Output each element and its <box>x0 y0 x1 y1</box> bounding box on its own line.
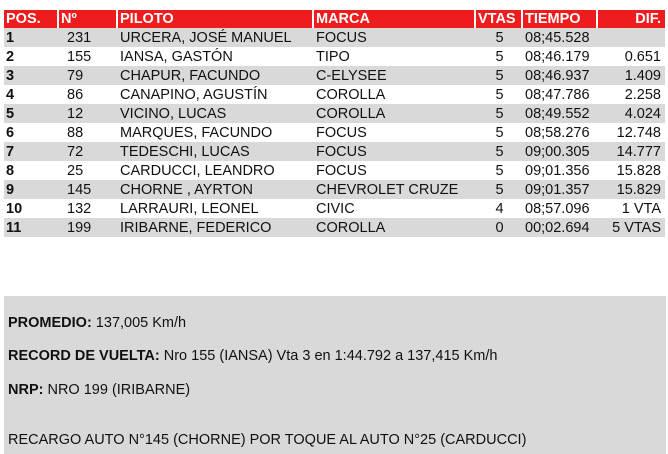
header-tiempo: TIEMPO <box>523 10 598 28</box>
cell-vtas: 5 <box>476 28 523 47</box>
cell-tiempo: 08;46.937 <box>523 66 598 85</box>
cell-piloto: VICINO, LUCAS <box>118 104 314 123</box>
cell-dif: 15.828 <box>616 162 661 179</box>
cell-pos: 5 <box>4 104 59 123</box>
cell-pos: 4 <box>6 86 15 103</box>
table-row <box>4 218 665 237</box>
cell-vtas: 4 <box>495 200 504 217</box>
table-row <box>4 142 665 161</box>
cell-dif: 5 VTAS <box>598 218 665 237</box>
cell-pos: 1 <box>4 28 59 47</box>
cell-num: 86 <box>67 86 84 103</box>
cell-vtas: 5 <box>476 142 523 161</box>
cell-marca: FOCUS <box>316 124 367 141</box>
promedio-line <box>8 315 186 331</box>
table-row <box>4 180 665 199</box>
cell-tiempo: 08;49.552 <box>523 104 598 123</box>
cell-dif <box>598 28 665 47</box>
cell-tiempo: 08;47.786 <box>525 86 590 103</box>
cell-num: 12 <box>59 104 118 123</box>
table-row <box>4 47 665 66</box>
cell-pos: 6 <box>6 124 15 141</box>
header-pos: POS. <box>4 10 59 28</box>
cell-piloto: LARRAURI, LEONEL <box>120 200 259 217</box>
record-line <box>8 348 497 364</box>
cell-vtas: 5 <box>495 124 504 141</box>
cell-marca: C-ELYSEE <box>314 66 476 85</box>
header-vtas: VTAS <box>476 10 523 28</box>
cell-vtas: 5 <box>476 66 523 85</box>
cell-tiempo: 08;46.179 <box>525 48 590 65</box>
cell-dif: 12.748 <box>616 124 661 141</box>
nrp-line <box>8 382 190 398</box>
cell-dif: 1 VTA <box>621 200 661 217</box>
table-row <box>4 66 665 85</box>
cell-num: 199 <box>59 218 118 237</box>
record-value: Nro 155 (IANSA) Vta 3 en 1:44.792 a 137,415 Km/h <box>159 348 498 364</box>
cell-marca: FOCUS <box>316 162 367 179</box>
cell-piloto: CARDUCCI, LEANDRO <box>120 162 275 179</box>
cell-num: 72 <box>59 142 118 161</box>
cell-dif: 0.651 <box>624 48 661 65</box>
cell-pos: 8 <box>6 162 15 179</box>
cell-tiempo: 09;00.305 <box>523 142 598 161</box>
table-row <box>4 199 665 218</box>
promedio-label: PROMEDIO: <box>8 315 92 331</box>
cell-dif: 1.409 <box>598 66 665 85</box>
cell-num: 132 <box>67 200 92 217</box>
cell-marca: CIVIC <box>316 200 355 217</box>
cell-vtas: 5 <box>495 162 504 179</box>
cell-piloto: CANAPINO, AGUSTÍN <box>120 86 268 103</box>
cell-piloto: CHORNE , AYRTON <box>118 180 314 199</box>
table-row <box>4 28 665 47</box>
table-row <box>4 123 665 142</box>
header-piloto: PILOTO <box>118 10 314 28</box>
cell-marca: FOCUS <box>314 28 476 47</box>
cell-pos: 7 <box>4 142 59 161</box>
recargo-line: RECARGO AUTO N°145 (CHORNE) POR TOQUE AL AUTO N°25 (CARDUCCI) <box>8 432 527 448</box>
cell-num: 155 <box>67 48 92 65</box>
cell-dif: 4.024 <box>598 104 665 123</box>
cell-marca: TIPO <box>316 48 350 65</box>
table-row <box>4 85 665 104</box>
race-notes <box>4 296 666 454</box>
cell-vtas: 5 <box>495 86 504 103</box>
cell-piloto: IANSA, GASTÓN <box>120 48 233 65</box>
cell-tiempo: 00;02.694 <box>523 218 598 237</box>
header-num: Nº <box>59 10 118 28</box>
table-row <box>4 104 665 123</box>
record-label: RECORD DE VUELTA: <box>8 348 160 364</box>
results-table <box>4 10 665 237</box>
cell-marca: COROLLA <box>314 218 476 237</box>
cell-marca: COROLLA <box>314 104 476 123</box>
cell-dif: 15.829 <box>598 180 665 199</box>
cell-dif: 14.777 <box>598 142 665 161</box>
cell-num: 79 <box>59 66 118 85</box>
cell-piloto: URCERA, JOSÉ MANUEL <box>118 28 314 47</box>
cell-num: 231 <box>59 28 118 47</box>
cell-marca: CHEVROLET CRUZE <box>314 180 476 199</box>
cell-marca: COROLLA <box>316 86 386 103</box>
cell-tiempo: 08;58.276 <box>525 124 590 141</box>
cell-vtas: 5 <box>495 48 504 65</box>
nrp-label: NRP: <box>8 382 44 398</box>
nrp-value: NRO 199 (IRIBARNE) <box>43 382 191 398</box>
cell-marca: FOCUS <box>314 142 476 161</box>
cell-vtas: 0 <box>476 218 523 237</box>
cell-pos: 3 <box>4 66 59 85</box>
cell-vtas: 5 <box>476 180 523 199</box>
cell-tiempo: 08;45.528 <box>523 28 598 47</box>
header-dif: DIF. <box>598 10 665 28</box>
cell-pos: 11 <box>4 218 59 237</box>
header-marca: MARCA <box>314 10 476 28</box>
cell-num: 145 <box>59 180 118 199</box>
cell-tiempo: 09;01.357 <box>523 180 598 199</box>
cell-piloto: MARQUES, FACUNDO <box>120 124 273 141</box>
cell-num: 25 <box>67 162 84 179</box>
cell-dif: 2.258 <box>624 86 661 103</box>
cell-pos: 10 <box>6 200 23 217</box>
cell-pos: 9 <box>4 180 59 199</box>
cell-piloto: IRIBARNE, FEDERICO <box>118 218 314 237</box>
cell-pos: 2 <box>6 48 15 65</box>
cell-tiempo: 08;57.096 <box>525 200 590 217</box>
cell-num: 88 <box>67 124 84 141</box>
header-row <box>4 10 665 28</box>
cell-piloto: CHAPUR, FACUNDO <box>118 66 314 85</box>
table-row <box>4 161 665 180</box>
cell-tiempo: 09;01.356 <box>525 162 590 179</box>
cell-vtas: 5 <box>476 104 523 123</box>
promedio-value: 137,005 Km/h <box>91 315 187 331</box>
cell-piloto: TEDESCHI, LUCAS <box>118 142 314 161</box>
